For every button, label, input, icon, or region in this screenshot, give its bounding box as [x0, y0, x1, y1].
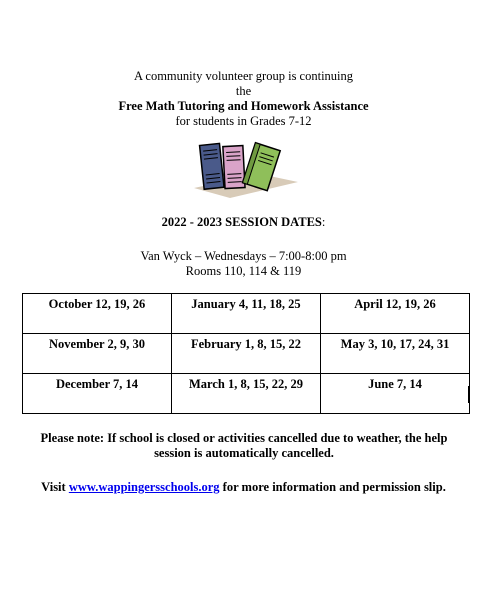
visit-suffix: for more information and permission slip.: [219, 480, 446, 494]
intro-line-1: A community volunteer group is continuing: [133, 69, 354, 83]
table-row: [23, 294, 470, 334]
table-cell: December 7, 14: [23, 374, 172, 414]
books-icon: [190, 138, 300, 198]
visit-line: [0, 480, 487, 495]
session-schedule: Van Wyck – Wednesdays – 7:00-8:00 pm: [140, 249, 347, 263]
table-cell: May 3, 10, 17, 24, 31: [321, 334, 470, 374]
table-cell: March 1, 8, 15, 22, 29: [172, 374, 321, 414]
table-cell: February 1, 8, 15, 22: [172, 334, 321, 374]
session-dates-heading: [0, 215, 487, 230]
table-cell: January 4, 11, 18, 25: [172, 294, 321, 334]
session-dates-table: [22, 293, 470, 414]
intro-block: [0, 69, 487, 129]
session-dates-heading-colon: :: [321, 215, 326, 229]
visit-prefix: Visit: [41, 480, 69, 494]
weather-note: [24, 431, 464, 461]
table-border-tail: [468, 386, 469, 403]
table-cell: October 12, 19, 26: [23, 294, 172, 334]
table-row: [23, 334, 470, 374]
table-cell: November 2, 9, 30: [23, 334, 172, 374]
session-location: [0, 249, 487, 279]
weather-note-line-1: Please note: If school is closed or activities cancelled due to weather, the help: [40, 431, 448, 445]
table-cell: June 7, 14: [321, 374, 470, 414]
table-cell: April 12, 19, 26: [321, 294, 470, 334]
session-dates-heading-text: 2022 - 2023 SESSION DATES: [161, 215, 322, 229]
intro-line-2: the: [235, 84, 252, 98]
weather-note-line-2: session is automatically cancelled.: [154, 446, 334, 460]
program-title: Free Math Tutoring and Homework Assistance: [118, 99, 369, 113]
table-row: [23, 374, 470, 414]
session-rooms: Rooms 110, 114 & 119: [185, 264, 302, 278]
intro-grades: for students in Grades 7-12: [175, 114, 312, 128]
school-website-link[interactable]: www.wappingersschools.org: [68, 480, 220, 494]
